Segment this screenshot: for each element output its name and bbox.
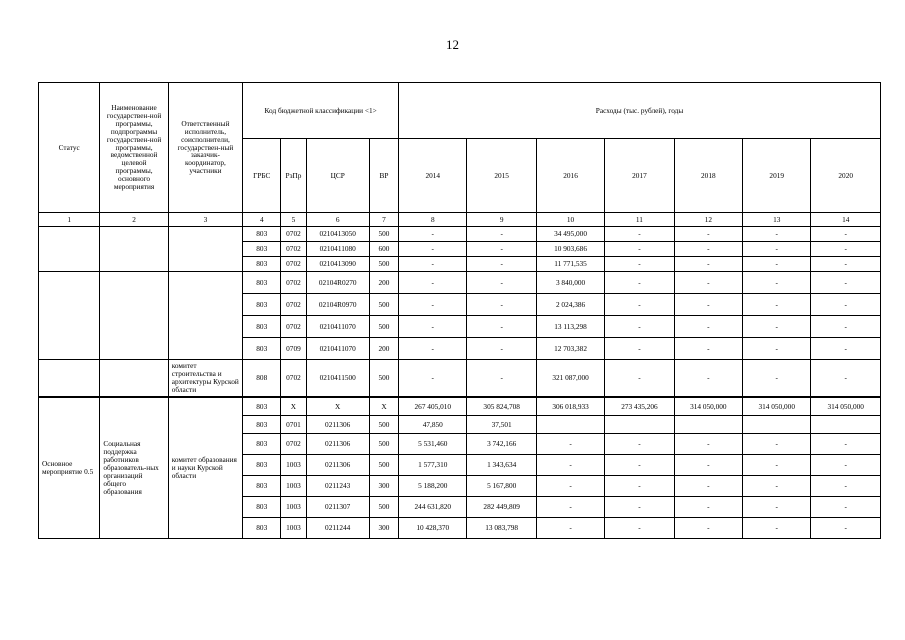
status-cell: Основное мероприятие 0.5 xyxy=(39,397,100,539)
cell-csr: 0210411070 xyxy=(306,338,369,360)
cell-csr: 02104R0270 xyxy=(306,272,369,294)
empty-cell xyxy=(168,227,242,272)
header-year: 2014 xyxy=(399,139,467,213)
header-year: 2015 xyxy=(467,139,536,213)
col-number: 3 xyxy=(168,213,242,227)
cell-amount: - xyxy=(605,242,674,257)
cell-csr: 0211306 xyxy=(306,455,369,476)
cell-amount: - xyxy=(743,434,811,455)
cell-rzpr: 0702 xyxy=(281,272,306,294)
cell-amount: - xyxy=(536,455,604,476)
header-expenses: Расходы (тыс. рублей), годы xyxy=(399,83,881,139)
cell-amount: 37,501 xyxy=(467,416,536,434)
cell-grbs: 803 xyxy=(243,294,281,316)
cell-amount: 267 405,010 xyxy=(399,397,467,416)
cell-amount: - xyxy=(399,272,467,294)
cell-amount: - xyxy=(811,476,881,497)
cell-rzpr: 0702 xyxy=(281,434,306,455)
cell-vr: 200 xyxy=(369,272,398,294)
cell-amount: - xyxy=(467,316,536,338)
cell-amount: - xyxy=(536,434,604,455)
cell-amount: - xyxy=(674,257,742,272)
cell-amount: 1 577,310 xyxy=(399,455,467,476)
cell-amount: - xyxy=(399,338,467,360)
header-year: 2017 xyxy=(605,139,674,213)
cell-vr: 500 xyxy=(369,416,398,434)
cell-rzpr: 0702 xyxy=(281,360,306,398)
empty-cell xyxy=(100,227,168,272)
cell-amount: - xyxy=(674,242,742,257)
cell-csr: 0210411080 xyxy=(306,242,369,257)
cell-amount: - xyxy=(811,455,881,476)
cell-amount: - xyxy=(399,257,467,272)
cell-rzpr: 1003 xyxy=(281,476,306,497)
col-number: 9 xyxy=(467,213,536,227)
col-number: 6 xyxy=(306,213,369,227)
cell-amount: - xyxy=(605,360,674,398)
cell-amount: - xyxy=(605,338,674,360)
cell-csr: X xyxy=(306,397,369,416)
cell-amount: 1 343,634 xyxy=(467,455,536,476)
cell-amount: 13 083,798 xyxy=(467,518,536,539)
header-grbs: ГРБС xyxy=(243,139,281,213)
cell-csr: 02104R0970 xyxy=(306,294,369,316)
header-year: 2018 xyxy=(674,139,742,213)
cell-amount: - xyxy=(743,227,811,242)
header-responsible: Ответственный исполнитель, соисполнители, государствен-ный заказчик-координатор, участники xyxy=(168,83,242,213)
cell-amount: 10 903,686 xyxy=(536,242,604,257)
cell-amount: - xyxy=(605,476,674,497)
cell-amount: 314 050,000 xyxy=(811,397,881,416)
responsible-cell: комитет строительства и архитектуры Курской области xyxy=(168,360,242,398)
cell-vr: 500 xyxy=(369,257,398,272)
cell-amount: - xyxy=(605,272,674,294)
cell-rzpr: 0702 xyxy=(281,316,306,338)
cell-amount: - xyxy=(811,257,881,272)
table-row xyxy=(39,397,881,416)
cell-amount: 282 449,809 xyxy=(467,497,536,518)
cell-amount: - xyxy=(399,242,467,257)
cell-amount: - xyxy=(536,497,604,518)
cell-amount: - xyxy=(743,497,811,518)
cell-grbs: 803 xyxy=(243,272,281,294)
header-budget-code: Код бюджетной классификации <1> xyxy=(243,83,399,139)
cell-amount: 306 018,933 xyxy=(536,397,604,416)
cell-amount: - xyxy=(743,294,811,316)
cell-amount: - xyxy=(467,360,536,398)
cell-amount: - xyxy=(605,434,674,455)
name-cell: Социальная поддержка работников образователь-ных организаций общего образования xyxy=(100,397,168,539)
cell-vr: 500 xyxy=(369,316,398,338)
cell-amount: - xyxy=(743,338,811,360)
cell-amount: - xyxy=(674,227,742,242)
cell-amount: 12 703,382 xyxy=(536,338,604,360)
cell-amount: - xyxy=(674,434,742,455)
cell-grbs: 803 xyxy=(243,497,281,518)
cell-amount: - xyxy=(674,518,742,539)
cell-grbs: 803 xyxy=(243,434,281,455)
cell-csr: 0210413090 xyxy=(306,257,369,272)
empty-cell xyxy=(100,360,168,398)
cell-amount: - xyxy=(811,338,881,360)
header-row-1 xyxy=(39,83,881,139)
cell-csr: 0210411500 xyxy=(306,360,369,398)
header-csr: ЦСР xyxy=(306,139,369,213)
col-number: 4 xyxy=(243,213,281,227)
cell-grbs: 803 xyxy=(243,227,281,242)
cell-amount: - xyxy=(674,338,742,360)
header-rzpr: РзПр xyxy=(281,139,306,213)
cell-amount: - xyxy=(743,242,811,257)
cell-amount: 2 024,386 xyxy=(536,294,604,316)
cell-amount: 273 435,206 xyxy=(605,397,674,416)
cell-amount: - xyxy=(811,518,881,539)
table-row xyxy=(39,227,881,242)
column-number-row xyxy=(39,213,881,227)
cell-amount: - xyxy=(674,294,742,316)
header-year: 2019 xyxy=(743,139,811,213)
cell-amount: - xyxy=(605,257,674,272)
col-number: 12 xyxy=(674,213,742,227)
budget-table xyxy=(38,82,881,539)
cell-amount: - xyxy=(399,316,467,338)
cell-rzpr: X xyxy=(281,397,306,416)
cell-amount: 321 087,000 xyxy=(536,360,604,398)
cell-amount: - xyxy=(743,518,811,539)
cell-amount: 13 113,298 xyxy=(536,316,604,338)
responsible-cell: комитет образования и науки Курской области xyxy=(168,397,242,539)
cell-vr: 500 xyxy=(369,360,398,398)
cell-amount: 3 840,000 xyxy=(536,272,604,294)
cell-csr: 0210413050 xyxy=(306,227,369,242)
cell-amount: 244 631,820 xyxy=(399,497,467,518)
cell-grbs: 803 xyxy=(243,257,281,272)
cell-amount: - xyxy=(467,294,536,316)
header-vr: ВР xyxy=(369,139,398,213)
cell-rzpr: 1003 xyxy=(281,455,306,476)
cell-amount: - xyxy=(399,227,467,242)
cell-amount: - xyxy=(811,360,881,398)
cell-amount: 5 167,800 xyxy=(467,476,536,497)
cell-rzpr: 0709 xyxy=(281,338,306,360)
cell-amount: 305 824,708 xyxy=(467,397,536,416)
cell-vr: 200 xyxy=(369,338,398,360)
cell-vr: 500 xyxy=(369,434,398,455)
cell-amount: 5 531,460 xyxy=(399,434,467,455)
cell-amount: - xyxy=(467,257,536,272)
cell-amount: - xyxy=(811,316,881,338)
cell-amount: - xyxy=(674,360,742,398)
cell-amount: - xyxy=(536,476,604,497)
cell-amount: - xyxy=(811,434,881,455)
cell-amount: - xyxy=(605,227,674,242)
cell-grbs: 803 xyxy=(243,518,281,539)
cell-vr: X xyxy=(369,397,398,416)
cell-amount: - xyxy=(399,360,467,398)
cell-amount: - xyxy=(467,272,536,294)
cell-grbs: 808 xyxy=(243,360,281,398)
cell-csr: 0211243 xyxy=(306,476,369,497)
cell-csr: 0211306 xyxy=(306,434,369,455)
cell-amount: - xyxy=(467,227,536,242)
header-year: 2016 xyxy=(536,139,604,213)
cell-grbs: 803 xyxy=(243,397,281,416)
header-status: Статус xyxy=(39,83,100,213)
empty-cell xyxy=(39,272,100,360)
cell-amount: 314 050,000 xyxy=(674,397,742,416)
cell-amount: 11 771,535 xyxy=(536,257,604,272)
cell-amount: 47,850 xyxy=(399,416,467,434)
cell-rzpr: 0702 xyxy=(281,227,306,242)
col-number: 7 xyxy=(369,213,398,227)
col-number: 14 xyxy=(811,213,881,227)
cell-amount: - xyxy=(811,497,881,518)
cell-amount: - xyxy=(811,272,881,294)
table-row xyxy=(39,272,881,294)
cell-amount: 314 050,000 xyxy=(743,397,811,416)
cell-grbs: 803 xyxy=(243,338,281,360)
col-number: 1 xyxy=(39,213,100,227)
cell-csr: 0211306 xyxy=(306,416,369,434)
cell-amount: 3 742,166 xyxy=(467,434,536,455)
cell-amount: - xyxy=(674,476,742,497)
cell-rzpr: 1003 xyxy=(281,497,306,518)
cell-vr: 500 xyxy=(369,294,398,316)
cell-rzpr: 0701 xyxy=(281,416,306,434)
col-number: 5 xyxy=(281,213,306,227)
cell-amount: - xyxy=(811,294,881,316)
cell-rzpr: 0702 xyxy=(281,242,306,257)
cell-grbs: 803 xyxy=(243,455,281,476)
col-number: 8 xyxy=(399,213,467,227)
cell-amount: - xyxy=(743,476,811,497)
cell-vr: 500 xyxy=(369,455,398,476)
cell-csr: 0210411070 xyxy=(306,316,369,338)
header-name: Наименование государствен-ной программы, подпрограммы государствен-ной программы, ведомственной целевой программы, основного мероприятия xyxy=(100,83,168,213)
col-number: 11 xyxy=(605,213,674,227)
cell-amount: - xyxy=(743,257,811,272)
cell-rzpr: 1003 xyxy=(281,518,306,539)
col-number: 13 xyxy=(743,213,811,227)
cell-grbs: 803 xyxy=(243,476,281,497)
cell-vr: 500 xyxy=(369,497,398,518)
cell-amount: - xyxy=(467,242,536,257)
page-number: 12 xyxy=(446,37,459,52)
cell-vr: 500 xyxy=(369,227,398,242)
col-number: 2 xyxy=(100,213,168,227)
cell-amount xyxy=(605,416,674,434)
cell-amount: - xyxy=(811,227,881,242)
cell-amount: - xyxy=(605,316,674,338)
cell-grbs: 803 xyxy=(243,242,281,257)
cell-amount: - xyxy=(674,316,742,338)
cell-amount: - xyxy=(674,497,742,518)
cell-amount: - xyxy=(674,455,742,476)
cell-vr: 300 xyxy=(369,518,398,539)
empty-cell xyxy=(100,272,168,360)
cell-amount: 5 188,200 xyxy=(399,476,467,497)
cell-amount xyxy=(811,416,881,434)
cell-amount: 34 495,000 xyxy=(536,227,604,242)
cell-amount: - xyxy=(536,518,604,539)
cell-amount: - xyxy=(674,272,742,294)
cell-amount: - xyxy=(467,338,536,360)
empty-cell xyxy=(39,227,100,272)
cell-amount: - xyxy=(743,455,811,476)
empty-cell xyxy=(39,360,100,398)
cell-rzpr: 0702 xyxy=(281,257,306,272)
cell-amount xyxy=(674,416,742,434)
cell-amount: 10 428,370 xyxy=(399,518,467,539)
cell-rzpr: 0702 xyxy=(281,294,306,316)
cell-csr: 0211244 xyxy=(306,518,369,539)
cell-grbs: 803 xyxy=(243,316,281,338)
cell-amount: - xyxy=(811,242,881,257)
table-row xyxy=(39,360,881,398)
cell-vr: 600 xyxy=(369,242,398,257)
cell-amount: - xyxy=(605,518,674,539)
cell-amount: - xyxy=(743,316,811,338)
cell-amount: - xyxy=(605,455,674,476)
cell-vr: 300 xyxy=(369,476,398,497)
cell-grbs: 803 xyxy=(243,416,281,434)
header-year: 2020 xyxy=(811,139,881,213)
cell-amount: - xyxy=(743,272,811,294)
cell-csr: 0211307 xyxy=(306,497,369,518)
cell-amount xyxy=(743,416,811,434)
cell-amount: - xyxy=(605,497,674,518)
cell-amount: - xyxy=(399,294,467,316)
empty-cell xyxy=(168,272,242,360)
cell-amount: - xyxy=(605,294,674,316)
col-number: 10 xyxy=(536,213,604,227)
cell-amount xyxy=(536,416,604,434)
cell-amount: - xyxy=(743,360,811,398)
